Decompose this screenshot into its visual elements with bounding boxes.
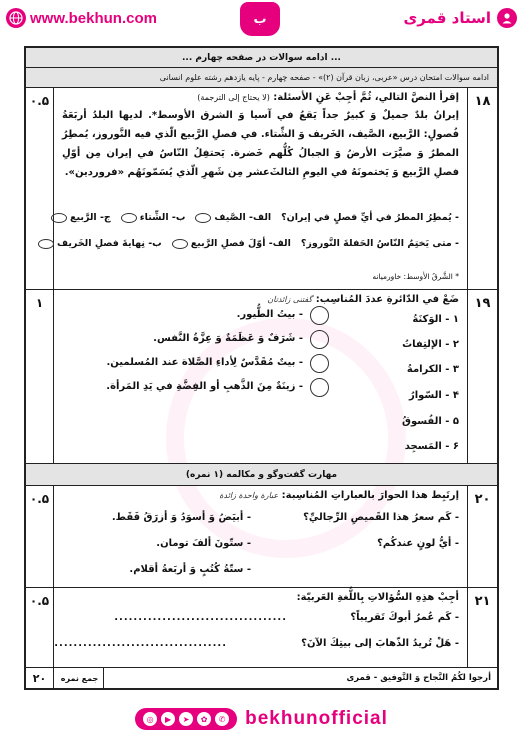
answer-line[interactable]: .................................... bbox=[114, 612, 287, 623]
site-url-text: www.bekhun.com bbox=[30, 9, 157, 27]
mcq-option[interactable] bbox=[38, 238, 162, 249]
bekhun-logo: ب bbox=[240, 2, 280, 36]
option-label: ب- نِهايةَ فصلِ الخَريف bbox=[57, 238, 162, 249]
definition-item: - شَرَفٌ وَ عَظَمَةٌ وَ عِزَّةُ النَّفس. bbox=[153, 333, 303, 344]
reading-passage: إيرانُ بلدٌ جميلٌ وَ كبيرٌ جداً يَقعُ في آسيا وَ الشرق الأوسط*. لديها البلدُ أربَعَةُ فُصولٍ: الرَّبيع، الصَّيف، الخَريف وَ الشِّتاء. في فصلِ الرَّبيع الّذي فيه النَّوروز، يُمطِرُ المطرُ وَ صيَّرَت الأرضُ وَ الجبالُ كُلُّهم خَضرة. يَحتفِلُ النّاسُ في إيران مِن أوّلِ فصلِ الرَّبيع وَ يَختمونَهُ في اليومِ الثالثَ‌عشر مِن شَهرِ الّذي يُسَمّونَهُم «فروردين». bbox=[62, 110, 459, 178]
question-20 bbox=[26, 486, 497, 588]
answer-circle[interactable] bbox=[310, 306, 329, 325]
term-item: ۲ - الإلتِفاتُ bbox=[402, 339, 459, 350]
user-icon bbox=[497, 8, 517, 28]
instruction-text: إرتَبِط هذا الحوارَ بالعباراتِ المُناسِبة: bbox=[281, 490, 459, 501]
answer-oval[interactable] bbox=[195, 213, 211, 223]
question-number: ۲۱ bbox=[467, 588, 497, 667]
question-18-content bbox=[56, 88, 465, 289]
whatsapp-icon[interactable]: ✆ bbox=[215, 712, 229, 726]
question-score: ۰.۵ bbox=[26, 588, 54, 667]
option-label: الف- أوّلَ فصلِ الرَّبيع bbox=[190, 238, 291, 249]
instruction-note: (لا يحتاج إلى الترجمة) bbox=[197, 93, 270, 102]
mcq-option[interactable] bbox=[195, 212, 271, 223]
answer-line[interactable]: .................................... bbox=[54, 638, 227, 649]
answer-oval[interactable] bbox=[172, 239, 188, 249]
definition-item: - بيتٌ مُقَدَّسٌ لِأداءِ الصَّلاة عند المُسلمين. bbox=[106, 357, 303, 368]
globe-icon bbox=[6, 8, 26, 28]
terms-list bbox=[339, 314, 459, 454]
dialog-answer: - أبيَضُ وَ أسوَدُ وَ أزرَقُ فَقَط. bbox=[111, 512, 251, 523]
definition-item: - زينَةٌ مِنَ الذَّهبِ أو الفِضَّةِ في يَدِ المَرأة. bbox=[106, 381, 303, 392]
definition-item: - بيتُ الطُّيور. bbox=[236, 309, 303, 320]
page-header bbox=[0, 0, 523, 40]
short-answer-question: - كَم عُمرُ أبوكَ تَقريباً؟ bbox=[350, 612, 459, 623]
continue-banner bbox=[26, 48, 497, 68]
mcq-option[interactable] bbox=[51, 212, 111, 223]
answer-circle[interactable] bbox=[310, 378, 329, 397]
instruction-text: إقرأ النصَّ التالي، ثُمَّ أجِبْ عَنِ الأسئلة: bbox=[273, 92, 459, 103]
question-18 bbox=[26, 88, 497, 290]
continue-text: ... ادامه سوالات در صفحه چهارم ... bbox=[182, 52, 341, 63]
mcq-2 bbox=[28, 238, 459, 249]
totals-row bbox=[26, 668, 497, 688]
question-instruction bbox=[62, 490, 459, 501]
mcq-question: - متى يَختِمُ النّاسُ الحَفلةَ النَّوروز؟ bbox=[300, 238, 459, 249]
aparat-icon[interactable]: ✿ bbox=[197, 712, 211, 726]
term-item: ۱ - الوَكنَةُ bbox=[412, 314, 459, 325]
term-item: ۴ - السّوارُ bbox=[408, 390, 459, 401]
section-banner bbox=[26, 464, 497, 486]
total-label: جمع نمره bbox=[56, 668, 104, 688]
question-21-content bbox=[56, 588, 465, 667]
dialog-answer: - ستّةُ كُتُبٍ وَ أربَعةُ أقلام. bbox=[129, 564, 251, 575]
exam-info-banner bbox=[26, 68, 497, 88]
mcq-question: - يُمطِرُ المطرُ في أيِّ فصلٍ في إيران؟ bbox=[281, 212, 459, 223]
option-label: ب- الشِّتاء bbox=[139, 212, 186, 223]
closing-wish: أرجوا لكُمُ النَّجاح وَ التَّوفيق - قمری bbox=[346, 673, 491, 683]
mcq-1 bbox=[41, 212, 459, 223]
mcq-option[interactable] bbox=[172, 238, 291, 249]
question-score: ۰.۵ bbox=[26, 88, 54, 289]
question-21 bbox=[26, 588, 497, 668]
answer-circle[interactable] bbox=[310, 330, 329, 349]
term-item: ۶ - المَسجِد bbox=[404, 441, 459, 452]
exam-info-text: ادامه سوالات امتحان درس «عربی، زبان قرآن (۲)» - صفحه چهارم - پایه یازدهم رشته علوم انسانی bbox=[159, 73, 489, 82]
option-label: ج- الرَّبيع bbox=[70, 212, 111, 223]
author-badge bbox=[403, 8, 517, 28]
question-instruction bbox=[62, 92, 459, 103]
question-number: ۲۰ bbox=[467, 486, 497, 587]
instagram-icon[interactable]: ◎ bbox=[143, 712, 157, 726]
section-title: مهارت گفت‌وگو و مکالمه (۱ نمره) bbox=[185, 469, 338, 480]
question-score: ۱ bbox=[26, 290, 54, 463]
handwritten-note: گفتنی زائدتان bbox=[267, 295, 313, 304]
author-name: استاد قمری bbox=[403, 9, 491, 27]
dialog-answer: - ستّونَ ألفَ تومان. bbox=[156, 538, 251, 549]
exam-sheet bbox=[24, 46, 499, 690]
question-instruction bbox=[62, 294, 459, 305]
social-icons bbox=[135, 708, 237, 730]
answer-oval[interactable] bbox=[121, 213, 137, 223]
mcq-option[interactable] bbox=[121, 212, 186, 223]
dialog-question: - أيُّ لونٍ عندكُم؟ bbox=[377, 538, 459, 549]
term-item: ۵ - الفُسوقُ bbox=[402, 416, 459, 427]
answer-oval[interactable] bbox=[51, 213, 67, 223]
option-label: الف- الصَّيف bbox=[214, 212, 272, 223]
footnote: * الشَّرقُ الأوسط: خاورمیانه bbox=[372, 272, 459, 281]
question-19-content bbox=[56, 290, 465, 463]
site-url[interactable] bbox=[6, 8, 157, 28]
question-number: ۱۹ bbox=[467, 290, 497, 463]
answer-circle[interactable] bbox=[310, 354, 329, 373]
telegram-icon[interactable]: ➤ bbox=[179, 712, 193, 726]
term-item: ۳ - الكرامةُ bbox=[406, 364, 459, 375]
question-instruction: أجِبْ هذِهِ السُّؤالاتِ بِاللُّغةِ العَربيّة: bbox=[296, 592, 459, 603]
question-20-content bbox=[56, 486, 465, 587]
social-handle[interactable]: bekhunofficial bbox=[245, 708, 388, 729]
page-footer bbox=[0, 704, 523, 734]
handwritten-note: عبارة واحدة زائدة bbox=[219, 491, 279, 500]
youtube-icon[interactable]: ▶ bbox=[161, 712, 175, 726]
total-score: ۲۰ bbox=[26, 668, 54, 688]
dialog-question: - كَم سعرُ هذا القَميصِ الرِّجاليِّ؟ bbox=[303, 512, 459, 523]
answer-oval[interactable] bbox=[38, 239, 54, 249]
instruction-text: ضَعْ في الدّائرةِ عددَ المُناسِب: bbox=[315, 294, 459, 305]
question-19 bbox=[26, 290, 497, 464]
question-score: ۰.۵ bbox=[26, 486, 54, 587]
question-number: ۱۸ bbox=[467, 88, 497, 289]
short-answer-question: - هَلْ تُريدُ الذّهابَ إلى بيتِكَ الآنَ؟ bbox=[301, 638, 459, 649]
